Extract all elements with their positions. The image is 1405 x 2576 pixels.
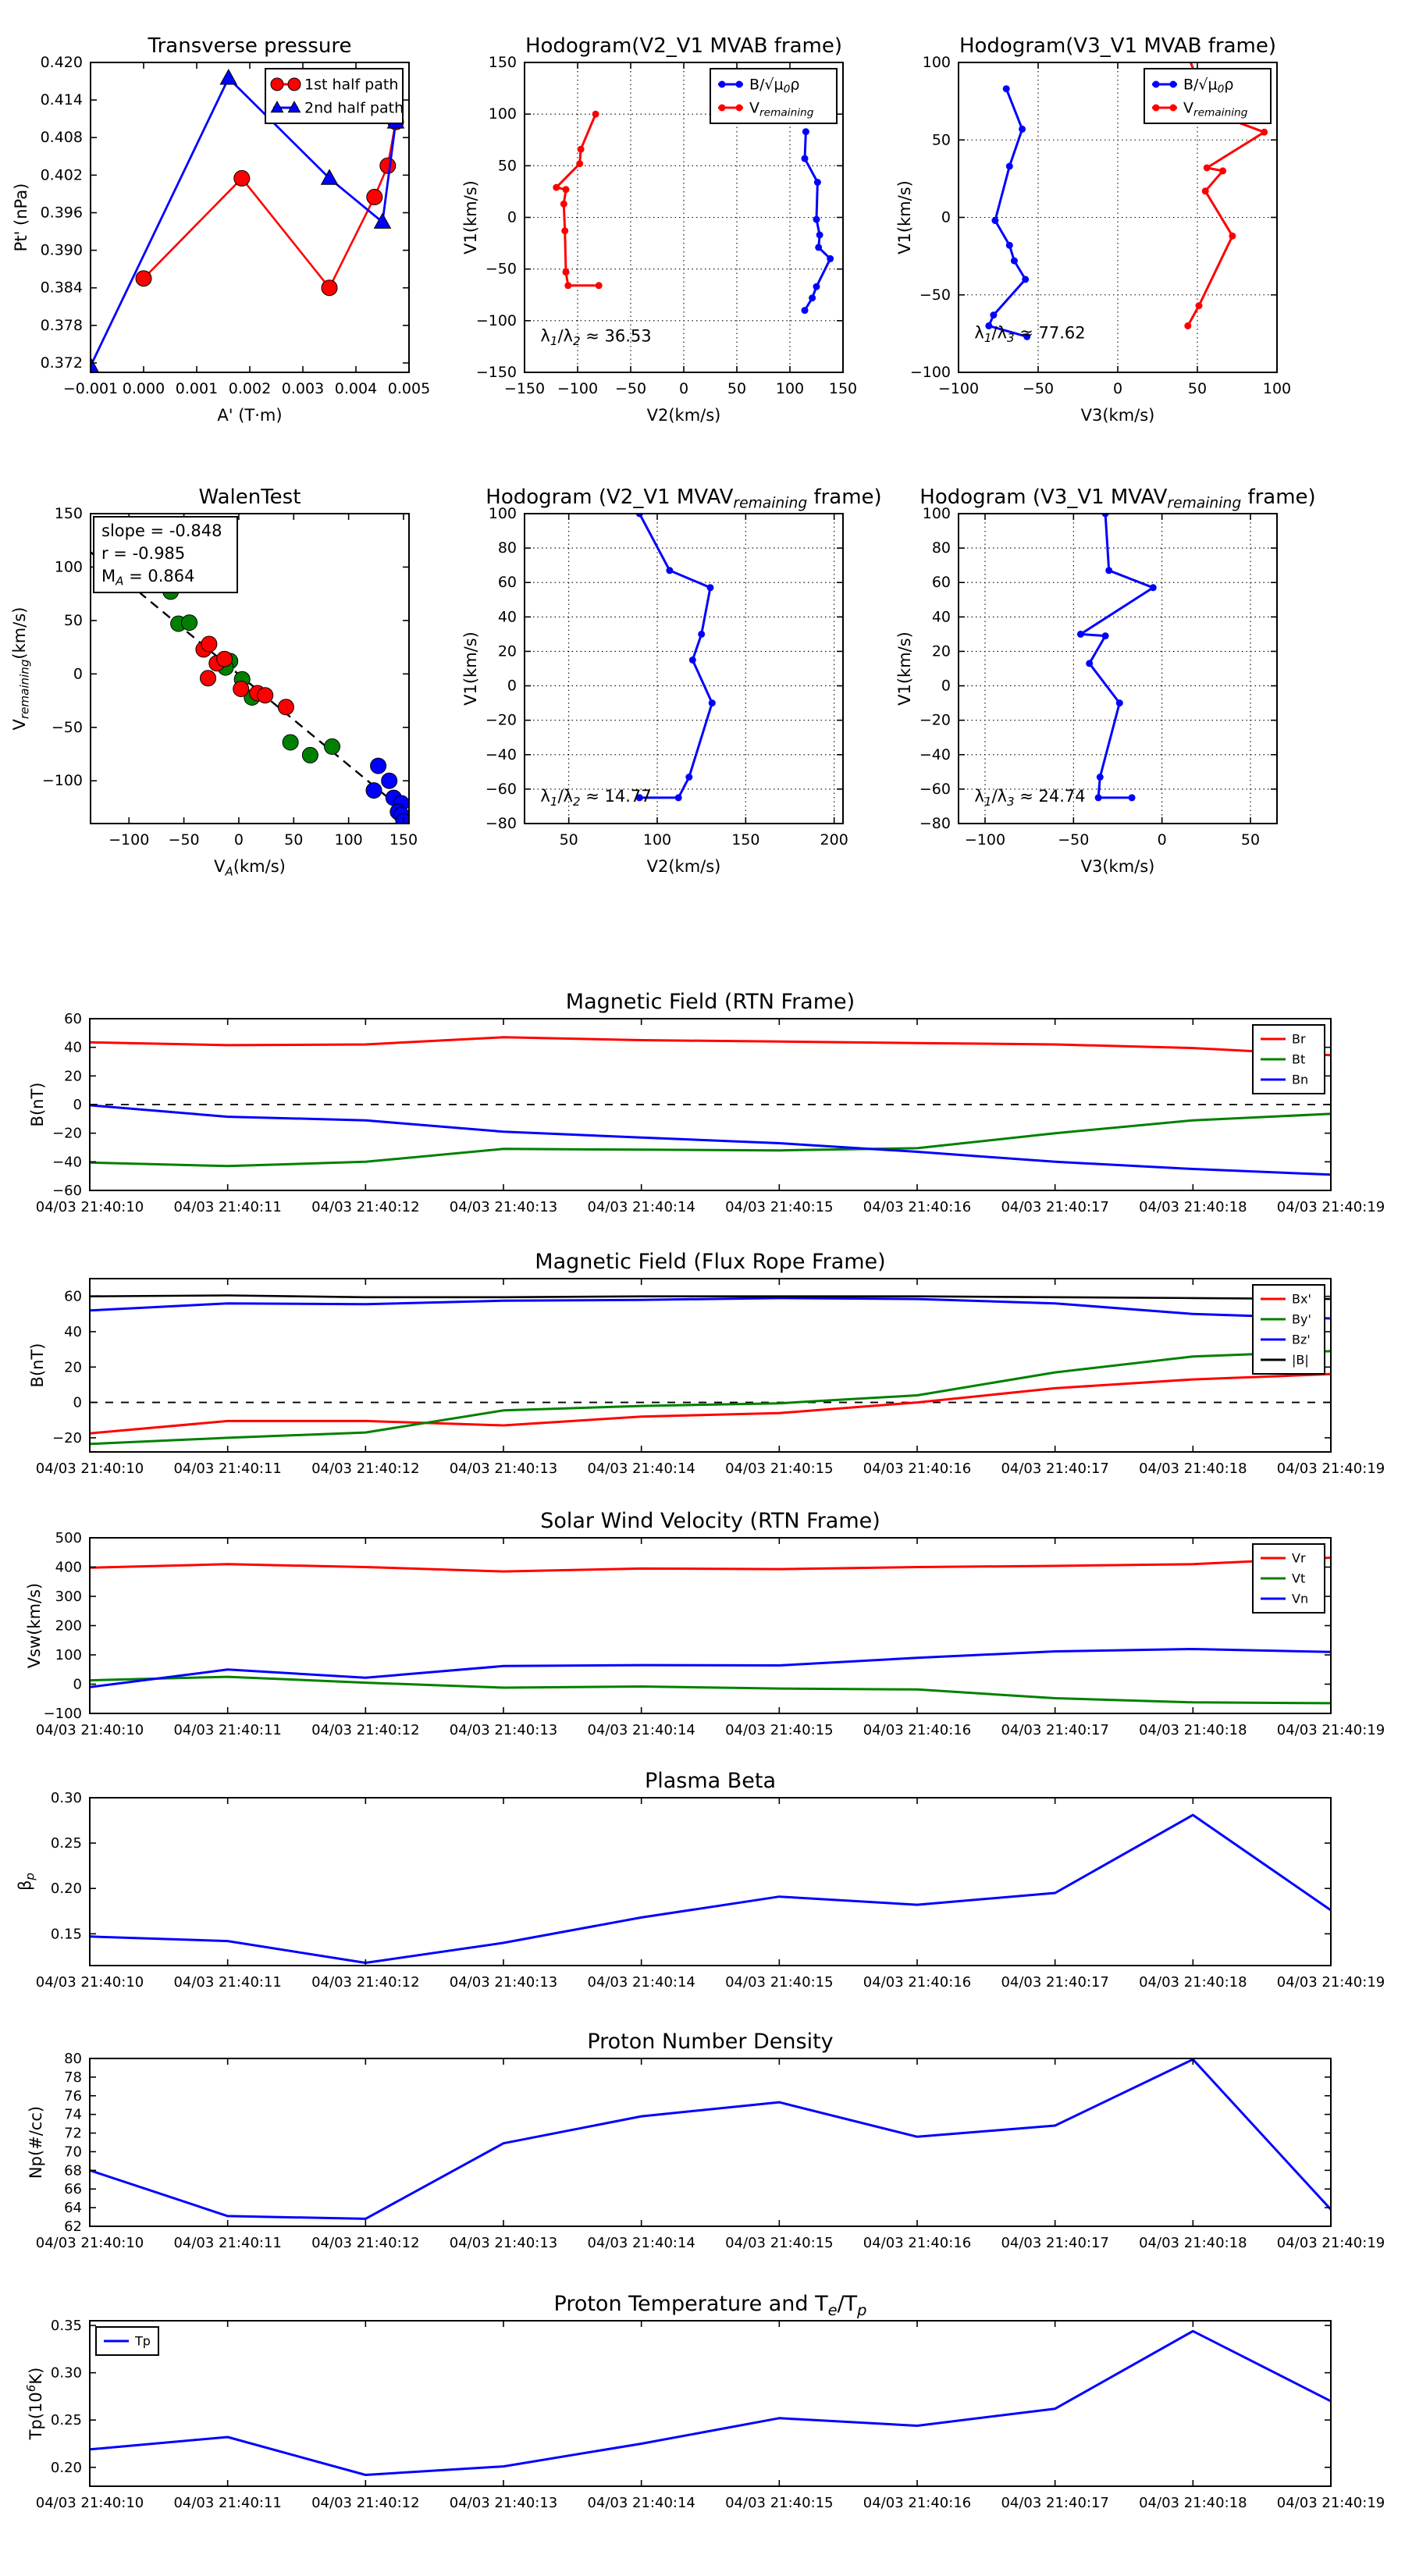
p11-ytick: 64 [64,2200,82,2217]
p7-xtick: 04/03 21:40:19 [1276,1199,1385,1215]
p9-title: Solar Wind Velocity (RTN Frame) [540,1509,880,1533]
p1-xlabel: A' (T·m) [217,406,283,425]
p8-ytick: −20 [52,1429,82,1446]
p6-ytick: 40 [931,608,951,626]
p5-ytick: −20 [485,711,517,729]
p2-ylabel: V1(km/s) [461,180,480,254]
p9-series-vt [90,1677,1331,1703]
p7-ytick: −40 [52,1154,82,1171]
p1-xtick: 0.002 [228,380,272,397]
p9-ytick: 400 [55,1559,82,1576]
p6-xtick: 0 [1157,831,1167,849]
p3-ytick: 50 [931,131,951,149]
p6-xtick: −100 [964,831,1006,849]
p4-xlabel: $V_A(km/s)$ [214,857,286,879]
p6-xlabel: V3(km/s) [1080,857,1155,876]
p9-ytick: 300 [55,1589,82,1605]
p5-ytick: 20 [497,642,517,660]
p5-ytick: 80 [497,539,517,557]
p1-ytick: 0.420 [40,54,83,71]
p12-ylabel: $Tp(10^6K)$ [24,2367,45,2440]
p12-xtick: 04/03 21:40:15 [725,2495,834,2511]
p11-xtick: 04/03 21:40:14 [587,2235,695,2251]
p10-xtick: 04/03 21:40:18 [1139,1974,1247,1991]
p8-ytick: 40 [64,1323,82,1340]
p8-ytick: 20 [64,1359,82,1376]
p1-xtick: −0.001 [62,380,119,397]
p2-legend-label: $V_{remaining}$ [749,99,814,119]
p11-ylabel: Np(#/cc) [27,2105,45,2179]
p4-xtick: −50 [168,831,200,849]
p12-xtick: 04/03 21:40:19 [1276,2495,1385,2511]
p7-legend-label: Br [1292,1031,1306,1047]
p2-legend-label: $B/√\mu_0\rho$ [749,76,800,96]
p2-ytick: 100 [488,105,517,123]
p5-xtick: 200 [820,831,848,849]
p3-title: Hodogram(V3_V1 MVAB frame) [959,34,1277,58]
p8-xtick: 04/03 21:40:12 [311,1461,420,1477]
p4-title: WalenTest [198,486,301,509]
p4-xtick: −100 [108,831,150,849]
p3-xtick: −100 [937,380,980,397]
p10-xtick: 04/03 21:40:10 [35,1974,144,1991]
p11-ytick: 74 [64,2106,82,2123]
p8-xtick: 04/03 21:40:18 [1139,1461,1247,1477]
panel-hodogram-v3v1-mvab [895,34,1291,425]
p11-ytick: 68 [64,2162,82,2179]
p1-ytick: 0.396 [40,204,83,222]
p9-ylabel: Vsw(km/s) [25,1582,44,1669]
p8-series-bz- [90,1298,1331,1318]
p6-ytick: 100 [922,505,951,522]
p4-xtick: 150 [389,831,418,849]
p2-title: Hodogram(V2_V1 MVAB frame) [525,34,843,58]
p9-xtick: 04/03 21:40:11 [173,1722,282,1738]
p3-legend-label: $V_{remaining}$ [1183,99,1248,119]
p5-ylabel: V1(km/s) [461,632,480,706]
p2-xtick: 100 [775,380,805,397]
p9-xtick: 04/03 21:40:13 [449,1722,558,1738]
p6-xtick: 50 [1240,831,1261,849]
p4-ytick: 150 [54,505,83,522]
p5-ytick: −60 [485,780,517,798]
panel-proton-number-density [27,2030,1385,2251]
panel-hodogram-v2v1-mvab [461,34,857,425]
p10-xtick: 04/03 21:40:13 [449,1974,558,1991]
p11-ytick: 72 [64,2125,82,2142]
p8-series-by- [90,1351,1331,1444]
p3-ytick: 100 [922,54,951,71]
p4-ytick: 0 [73,665,83,683]
p8-ytick: 0 [73,1394,82,1411]
p3-ytick: −50 [919,286,951,304]
p6-title: Hodogram (V3_V1 $MVAV_{remaining}$ frame) [919,486,1316,512]
p8-xtick: 04/03 21:40:11 [173,1461,282,1477]
p7-xtick: 04/03 21:40:17 [1001,1199,1109,1215]
p6-annotation: $\lambda_1/\lambda_3 \approx 24.74$ [974,787,1086,809]
p4-ylabel: $V_{remaining}(km/s)$ [10,607,32,731]
p10-ytick: 0.30 [50,1790,82,1806]
p9-ytick: 200 [55,1617,82,1635]
p7-ytick: 20 [64,1068,82,1085]
p7-xtick: 04/03 21:40:16 [863,1199,972,1215]
p1-ytick: 0.378 [40,316,83,334]
p7-xtick: 04/03 21:40:13 [449,1199,558,1215]
p12-xtick: 04/03 21:40:16 [863,2495,972,2511]
p10-xtick: 04/03 21:40:12 [311,1974,420,1991]
p9-ytick: 100 [55,1647,82,1663]
p3-legend-label: $B/√\mu_0\rho$ [1183,76,1234,96]
p5-xlabel: V2(km/s) [646,857,721,876]
p5-xtick: 100 [642,831,672,849]
p9-xtick: 04/03 21:40:12 [311,1722,420,1738]
p11-xtick: 04/03 21:40:19 [1276,2235,1385,2251]
p5-annotation: $\lambda_1/\lambda_2 \approx 14.77$ [540,787,652,809]
p10-ytick: 0.15 [50,1926,82,1943]
p4-ytick: −50 [51,718,83,736]
p10-ytick: 0.25 [50,1835,82,1852]
p1-ytick: 0.372 [40,354,83,372]
p1-xtick: 0.001 [175,380,219,397]
p2-ytick: −50 [485,260,517,278]
p9-ytick: −100 [43,1706,82,1722]
p1-xtick: 0.005 [387,380,431,397]
p12-legend-label: Tp [135,2333,151,2349]
p8-legend-label: |B| [1292,1352,1309,1368]
p4-stats-line: slope = -0.848 [101,521,222,540]
p6-ytick: 20 [931,642,951,660]
p3-xlabel: V3(km/s) [1080,406,1155,425]
p4-ytick: −100 [41,772,83,790]
p6-ytick: −20 [919,711,951,729]
p9-legend-label: Vt [1292,1571,1306,1586]
p1-ylabel: Pt' (nPa) [12,183,30,252]
p8-xtick: 04/03 21:40:17 [1001,1461,1109,1477]
p11-ytick: 62 [64,2218,82,2235]
p4-ytick: 100 [54,558,83,576]
p11-xtick: 04/03 21:40:16 [863,2235,972,2251]
p10-ytick: 0.20 [50,1880,82,1898]
p5-ytick: 100 [488,505,517,522]
p1-ytick: 0.390 [40,241,83,259]
p6-ytick: 60 [931,574,951,592]
p1-xtick: 0.004 [334,380,378,397]
p11-ytick: 78 [64,2069,82,2086]
p7-legend-label: Bt [1292,1051,1306,1067]
p8-xtick: 04/03 21:40:10 [35,1461,144,1477]
p12-title: Proton Temperature and $T_e/T_p$ [553,2292,867,2319]
p2-ytick: −100 [475,311,517,329]
p8-xtick: 04/03 21:40:15 [725,1461,834,1477]
p8-title: Magnetic Field (Flux Rope Frame) [535,1250,886,1274]
p6-ytick: −80 [919,815,951,832]
p2-xtick: 0 [678,380,689,397]
p1-xtick: 0.000 [122,380,165,397]
p10-xtick: 04/03 21:40:19 [1276,1974,1385,1991]
p10-xtick: 04/03 21:40:14 [587,1974,695,1991]
p10-xtick: 04/03 21:40:15 [725,1974,834,1991]
p10-xtick: 04/03 21:40:16 [863,1974,972,1991]
p11-ytick: 76 [64,2087,82,2105]
p2-xtick: −50 [614,380,647,397]
p4-ytick: 50 [63,611,83,629]
p11-xtick: 04/03 21:40:17 [1001,2235,1109,2251]
p3-xtick: 50 [1187,380,1208,397]
p7-ylabel: B(nT) [28,1082,47,1127]
p7-xtick: 04/03 21:40:18 [1139,1199,1247,1215]
p5-title: Hodogram (V2_V1 $MVAV_{remaining}$ frame) [486,486,882,512]
p1-legend-label: 1st half path [304,76,399,94]
p11-xtick: 04/03 21:40:12 [311,2235,420,2251]
p9-xtick: 04/03 21:40:17 [1001,1722,1109,1738]
p7-xtick: 04/03 21:40:15 [725,1199,834,1215]
p2-ytick: 0 [507,208,517,226]
p12-ytick: 0.35 [50,2318,82,2335]
p8-legend-label: Bz' [1292,1332,1311,1347]
p1-xtick: 0.003 [281,380,325,397]
p4-stats-line: r = -0.985 [101,543,186,563]
p1-series-1st-half-path [144,122,396,288]
p2-xtick: 150 [828,380,858,397]
p8-xtick: 04/03 21:40:16 [863,1461,972,1477]
p3-ytick: 0 [941,208,951,226]
p2-xtick: −150 [503,380,546,397]
p12-ytick: 0.30 [50,2364,82,2382]
p3-annotation: $\lambda_1/\lambda_3 \approx 77.62$ [974,323,1086,345]
p5-ytick: 60 [497,574,517,592]
p9-series-vr [90,1558,1331,1572]
p8-xtick: 04/03 21:40:14 [587,1461,695,1477]
p6-ytick: 80 [931,539,951,557]
p2-ytick: 50 [497,157,517,175]
p10-xtick: 04/03 21:40:11 [173,1974,282,1991]
p7-series-br [90,1037,1331,1055]
p2-xlabel: V2(km/s) [646,406,721,425]
p4-xtick: 0 [233,831,244,849]
p7-xtick: 04/03 21:40:10 [35,1199,144,1215]
p1-ytick: 0.402 [40,166,83,184]
p5-ytick: −40 [485,745,517,763]
p10-title: Plasma Beta [644,1769,777,1793]
p8-xtick: 04/03 21:40:13 [449,1461,558,1477]
p9-legend-label: Vr [1292,1550,1306,1566]
p8-ylabel: B(nT) [28,1343,47,1388]
p3-ytick: −100 [909,364,951,381]
p7-ytick: 40 [64,1039,82,1056]
p1-legend-label: 2nd half path [304,99,404,117]
p12-xtick: 04/03 21:40:10 [35,2495,144,2511]
p9-xtick: 04/03 21:40:14 [587,1722,695,1738]
p3-xtick: 0 [1112,380,1123,397]
p12-ytick: 0.20 [50,2459,82,2476]
p7-xtick: 04/03 21:40:12 [311,1199,420,1215]
p8-ytick: 60 [64,1288,82,1305]
p12-xtick: 04/03 21:40:12 [311,2495,420,2511]
p11-xtick: 04/03 21:40:11 [173,2235,282,2251]
panel-magnetic-field-rtn [28,990,1385,1215]
p5-ytick: −80 [485,815,517,832]
p7-legend-label: Bn [1292,1072,1309,1087]
p8-legend-label: Bx' [1292,1291,1311,1307]
panel-hodogram-v2v1-mvav [461,486,882,876]
p9-xtick: 04/03 21:40:18 [1139,1722,1247,1738]
p6-ylabel: V1(km/s) [895,632,914,706]
p1-title: Transverse pressure [148,34,352,58]
panel-transverse-pressure [12,34,430,425]
p6-ytick: −40 [919,745,951,763]
p2-ytick: −150 [475,364,517,381]
p12-xtick: 04/03 21:40:18 [1139,2495,1247,2511]
p9-xtick: 04/03 21:40:15 [725,1722,834,1738]
p11-title: Proton Number Density [587,2030,834,2054]
p8-legend-label: By' [1292,1311,1311,1327]
p6-series-v-path [1080,514,1153,798]
p2-xtick: −100 [557,380,599,397]
p1-ytick: 0.408 [40,129,83,147]
p12-series-tp [90,2331,1331,2475]
panel-proton-temperature [24,2292,1385,2511]
p11-ytick: 66 [64,2181,82,2198]
p2-ytick: 150 [488,54,517,71]
p5-xtick: 50 [559,831,578,849]
p12-xtick: 04/03 21:40:11 [173,2495,282,2511]
p7-xtick: 04/03 21:40:11 [173,1199,282,1215]
panel-solar-wind-velocity [25,1509,1385,1738]
p11-xtick: 04/03 21:40:13 [449,2235,558,2251]
p8-xtick: 04/03 21:40:19 [1276,1461,1385,1477]
p9-ytick: 0 [73,1676,82,1693]
p12-xtick: 04/03 21:40:17 [1001,2495,1109,2511]
p10-xtick: 04/03 21:40:17 [1001,1974,1109,1991]
p7-ytick: −60 [52,1183,82,1199]
panel-magnetic-field-flux-rope [28,1250,1385,1477]
p11-xtick: 04/03 21:40:10 [35,2235,144,2251]
p9-series-vn [90,1649,1331,1688]
p9-xtick: 04/03 21:40:10 [35,1722,144,1738]
p7-ytick: 60 [64,1011,82,1027]
p6-ytick: −60 [919,780,951,798]
p3-xtick: −50 [1022,380,1055,397]
p11-series-np [90,2059,1331,2218]
p7-ytick: −20 [52,1125,82,1142]
p9-legend-label: Vn [1292,1591,1309,1606]
p5-xtick: 150 [731,831,760,849]
p3-ylabel: V1(km/s) [895,180,914,254]
p4-xtick: 100 [334,831,363,849]
p5-ytick: 40 [497,608,517,626]
panel-plasma-beta [16,1769,1385,1991]
p9-ytick: 500 [55,1530,82,1546]
p1-ytick: 0.384 [40,279,83,297]
p7-title: Magnetic Field (RTN Frame) [565,990,855,1014]
p2-annotation: $\lambda_1/\lambda_2 \approx 36.53$ [540,326,652,348]
p11-ytick: 70 [64,2144,82,2161]
p11-ytick: 80 [64,2051,82,2067]
p6-xtick: −50 [1058,831,1090,849]
p1-ytick: 0.414 [40,91,83,109]
panel-hodogram-v3v1-mvav [895,486,1316,876]
p12-ytick: 0.25 [50,2412,82,2429]
p10-ylabel: $\beta_p$ [16,1873,37,1891]
p3-xtick: 100 [1262,380,1292,397]
p5-ytick: 0 [507,677,517,695]
p11-xtick: 04/03 21:40:15 [725,2235,834,2251]
p2-xtick: 50 [727,380,747,397]
p9-xtick: 04/03 21:40:19 [1276,1722,1385,1738]
panel-walen-test [10,486,418,879]
p11-xtick: 04/03 21:40:18 [1139,2235,1247,2251]
p7-xtick: 04/03 21:40:14 [587,1199,695,1215]
p7-ytick: 0 [73,1097,82,1113]
p12-xtick: 04/03 21:40:14 [587,2495,695,2511]
p9-xtick: 04/03 21:40:16 [863,1722,972,1738]
p12-xtick: 04/03 21:40:13 [449,2495,558,2511]
p4-stats-line: $M_A = 0.864$ [101,566,195,589]
p4-xtick: 50 [284,831,304,849]
p6-ytick: 0 [941,677,951,695]
p10-series-beta-p [90,1815,1331,1962]
